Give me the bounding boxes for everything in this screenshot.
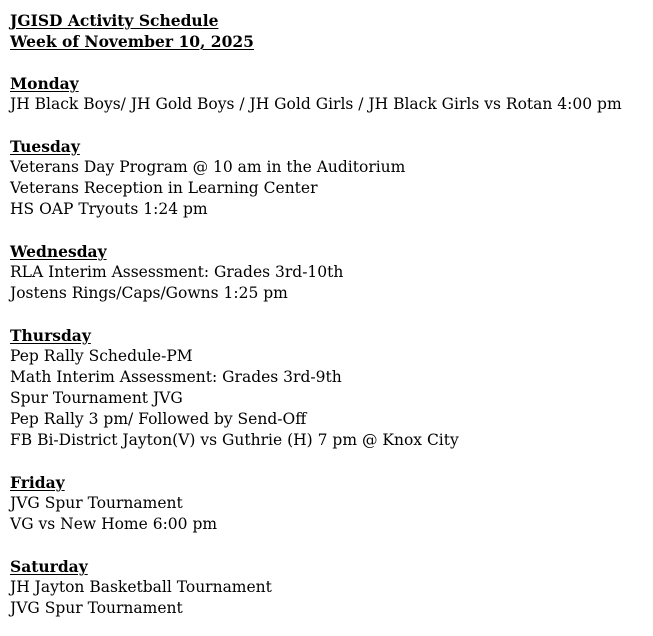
event-item: Pep Rally Schedule-PM	[10, 347, 193, 365]
day-saturday	[10, 556, 653, 619]
event-item: JVG Spur Tournament	[10, 599, 183, 617]
day-heading: Tuesday	[10, 137, 80, 156]
event-item: Pep Rally 3 pm/ Followed by Send-Off	[10, 410, 307, 428]
day-friday	[10, 472, 653, 535]
event-item: Veterans Reception in Learning Center	[10, 179, 318, 197]
event-item: FB Bi-District Jayton(V) vs Guthrie (H) 7 pm @ Knox City	[10, 431, 459, 449]
event-item: Spur Tournament JVG	[10, 389, 183, 407]
day-tuesday	[10, 136, 653, 220]
day-heading: Saturday	[10, 557, 88, 576]
week-heading: Week of November 10, 2025	[10, 32, 254, 51]
event-item: JH Black Boys/ JH Gold Boys / JH Gold Girls / JH Black Girls vs Rotan 4:00 pm	[10, 95, 622, 113]
day-heading: Wednesday	[10, 242, 107, 261]
event-item: Veterans Day Program @ 10 am in the Auditorium	[10, 158, 406, 176]
event-item: VG vs New Home 6:00 pm	[10, 515, 218, 533]
schedule-document	[10, 10, 653, 619]
event-item: Math Interim Assessment: Grades 3rd-9th	[10, 368, 342, 386]
document-title: JGISD Activity Schedule	[10, 11, 219, 30]
day-heading: Thursday	[10, 326, 91, 345]
day-thursday	[10, 325, 653, 451]
event-item: Jostens Rings/Caps/Gowns 1:25 pm	[10, 284, 288, 302]
day-monday	[10, 73, 653, 115]
event-item: HS OAP Tryouts 1:24 pm	[10, 200, 208, 218]
day-wednesday	[10, 241, 653, 304]
event-item: JH Jayton Basketball Tournament	[10, 578, 272, 596]
day-heading: Monday	[10, 74, 79, 93]
event-item: JVG Spur Tournament	[10, 494, 183, 512]
event-item: RLA Interim Assessment: Grades 3rd-10th	[10, 263, 344, 281]
day-heading: Friday	[10, 473, 65, 492]
